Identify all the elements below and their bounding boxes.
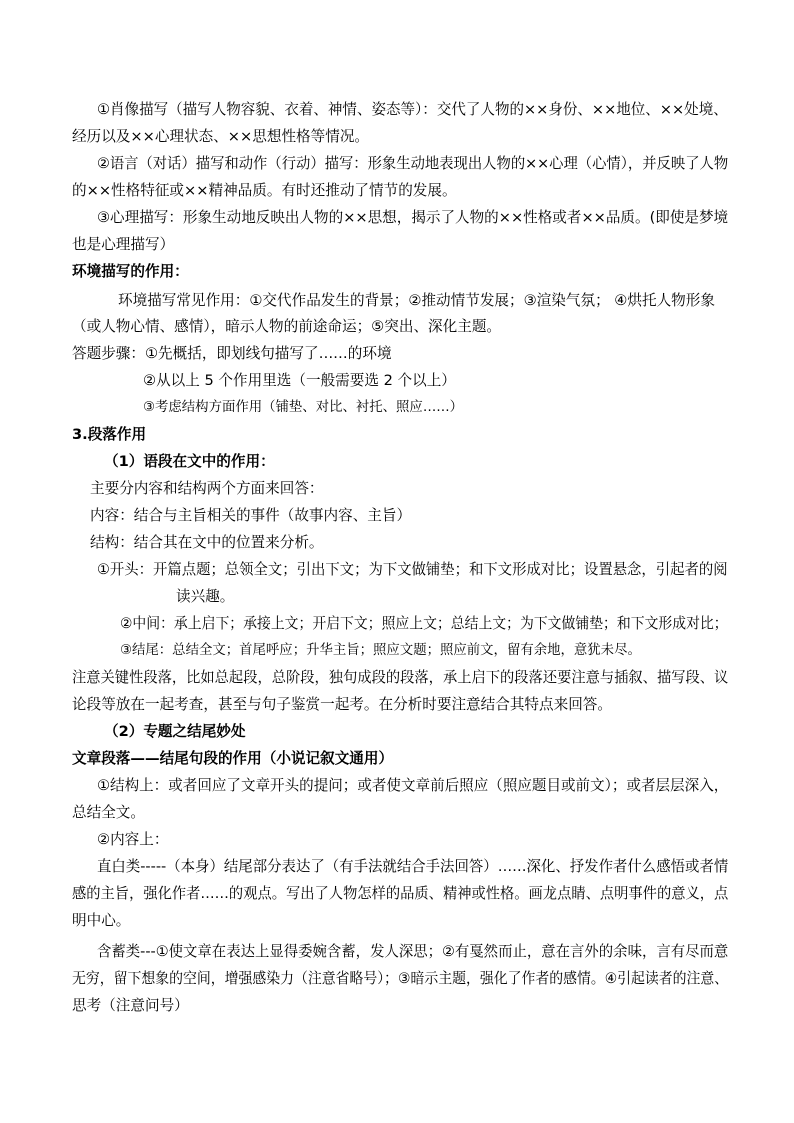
answer-step-3: ③考虑结构方面作用（铺垫、对比、衬托、照应……） bbox=[143, 400, 463, 415]
ending-line: ③结尾：总结全文；首尾呼应；升华主旨；照应文题；照应前文，留有余地，意犹未尽。 bbox=[120, 643, 641, 658]
language-desc-line1: ②语言（对话）描写和动作（行动）描写：形象生动地表现出人物的××心理（心情），并反映了人物 bbox=[97, 155, 729, 172]
note-line2: 论段等放在一起考查，甚至与句子鉴赏一起考。在分析时要注意结合其特点来回答。 bbox=[72, 696, 612, 713]
psych-desc-line2: 也是心理描写） bbox=[72, 236, 175, 253]
environment-desc-line1: 环境描写常见作用：①交代作品发生的背景；②推动情节发展；③渲染气氛； ④烘托人物形象 bbox=[118, 292, 715, 309]
section-3-heading: 3.段落作用 bbox=[72, 426, 147, 443]
direct-type-line3: 明中心。 bbox=[72, 912, 131, 929]
structure-line: 结构：结合其在文中的位置来分析。 bbox=[90, 534, 324, 551]
subsection-2-heading: （2）专题之结尾妙处 bbox=[104, 723, 246, 740]
answer-step-1: 答题步骤：①先概括，即划线句描写了……的环境 bbox=[72, 345, 392, 362]
subsection-1-heading: （1）语段在文中的作用： bbox=[104, 453, 275, 470]
content-line: 内容：结合与主旨相关的事件（故事内容、主旨） bbox=[90, 507, 412, 524]
portrait-desc-line2: 经历以及××心理状态、××思想性格等情况。 bbox=[72, 128, 370, 145]
implicit-type-line1: 含蓄类---①使文章在表达上显得委婉含蓄，发人深思；②有戛然而止，意在言外的余味，言有尽而意 bbox=[97, 943, 729, 960]
answer-aspects: 主要分内容和结构两个方面来回答： bbox=[90, 480, 324, 497]
psych-desc-line1: ③心理描写：形象生动地反映出人物的××思想，揭示了人物的××性格或者××品质。(即使是梦境 bbox=[97, 209, 729, 226]
note-line1: 注意关键性段落，比如总起段，总阶段，独句成段的段落，承上启下的段落还要注意与插叙、描写段、议 bbox=[72, 669, 729, 686]
language-desc-line2: 的××性格特征或××精神品质。有时还推动了情节的发展。 bbox=[72, 182, 457, 199]
opening-line1: ①开头：开篇点题；总领全文；引出下文；为下文做铺垫；和下文形成对比；设置悬念，引起者的阅 bbox=[97, 561, 728, 578]
direct-type-line2: 感的主旨，强化作者……的观点。写出了人物怎样的品质、精神或性格。画龙点睛、点明事件的意义，点 bbox=[72, 885, 729, 902]
structural-line1: ①结构上：或者回应了文章开头的提问；或者使文章前后照应（照应题目或前文）；或者层层深入， bbox=[97, 777, 729, 794]
implicit-type-line3: 思考（注意问号） bbox=[72, 997, 189, 1014]
middle-line: ②中间：承上启下；承接上文；开启下文；照应上文；总结上文；为下文做铺垫；和下文形成对比； bbox=[120, 615, 728, 632]
structural-line2: 总结全文。 bbox=[72, 804, 145, 821]
ending-paragraph-heading: 文章段落——结尾句段的作用（小说记叙文通用） bbox=[72, 750, 394, 767]
implicit-type-line2: 无穷，留下想象的空间，增强感染力（注意省略号）；③暗示主题，强化了作者的感情。④引起读者的注意、 bbox=[72, 970, 729, 987]
answer-step-2: ②从以上 5 个作用里选（一般需要选 2 个以上） bbox=[143, 372, 456, 389]
content-aspect-line: ②内容上： bbox=[97, 831, 169, 848]
portrait-desc-line1: ①肖像描写（描写人物容貌、衣着、神情、姿态等）：交代了人物的××身份、××地位、××处境、 bbox=[97, 101, 728, 118]
environment-desc-line2: （或人物心情、感情），暗示人物的前途命运；⑤突出、深化主题。 bbox=[72, 318, 502, 335]
direct-type-line1: 直白类-----（本身）结尾部分表达了（有手法就结合手法回答）……深化、抒发作者什么感悟或者情 bbox=[97, 858, 729, 875]
environment-heading: 环境描写的作用： bbox=[72, 263, 189, 280]
opening-line2: 读兴趣。 bbox=[176, 588, 235, 605]
